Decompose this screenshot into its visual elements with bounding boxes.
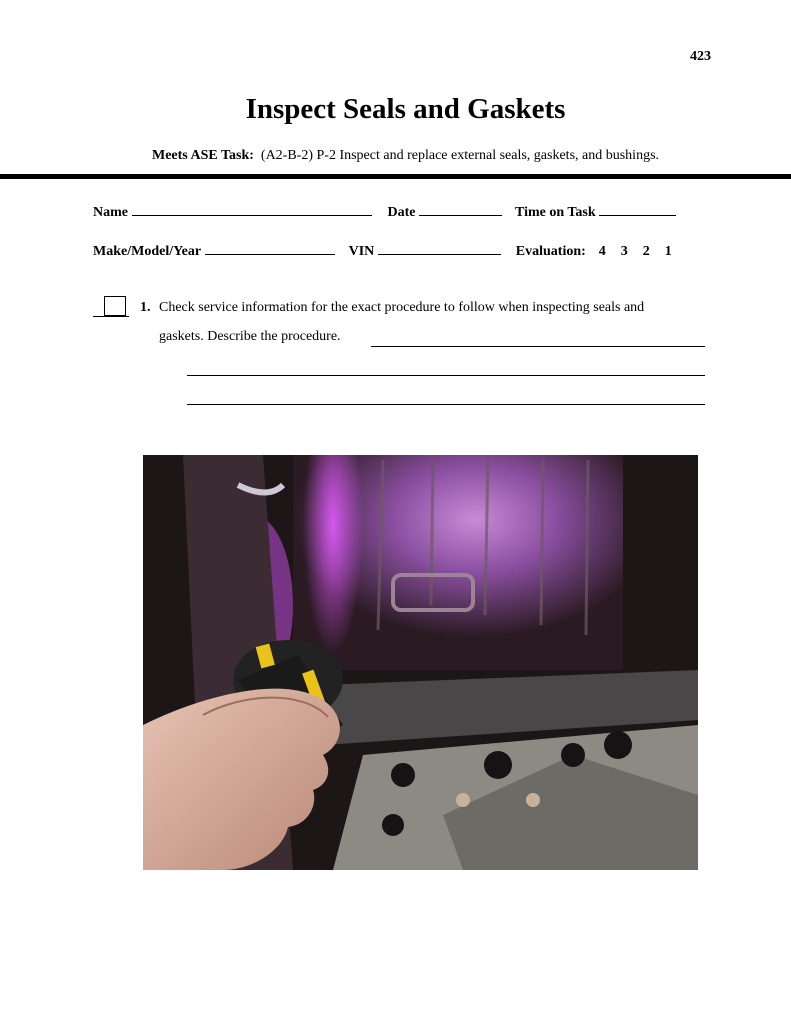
step-checkbox[interactable] bbox=[104, 296, 126, 316]
uv-leak-detection-photo bbox=[143, 455, 698, 870]
evaluation-score[interactable]: 4 bbox=[598, 244, 606, 259]
date-field[interactable] bbox=[419, 203, 502, 216]
answer-line[interactable] bbox=[187, 404, 705, 405]
vin-field[interactable] bbox=[378, 242, 501, 255]
header-divider bbox=[0, 174, 791, 179]
evaluation-label: Evaluation: bbox=[515, 244, 586, 259]
checkbox-underline bbox=[93, 316, 129, 317]
time-on-task-field[interactable] bbox=[599, 203, 676, 216]
step-instruction-line-1: Check service information for the exact procedure to follow when inspecting seals and bbox=[159, 300, 645, 315]
page-number: 423 bbox=[690, 49, 711, 64]
ase-task-label: Meets ASE Task: bbox=[151, 148, 254, 163]
answer-line[interactable] bbox=[371, 346, 705, 347]
date-label: Date bbox=[387, 205, 416, 220]
make-model-year-field[interactable] bbox=[205, 242, 335, 255]
answer-line[interactable] bbox=[187, 375, 705, 376]
step-instruction-line-2: gaskets. Describe the procedure. bbox=[159, 329, 341, 344]
step-number: 1. bbox=[140, 300, 151, 315]
vin-label: VIN bbox=[348, 244, 375, 259]
evaluation-score[interactable]: 1 bbox=[664, 244, 672, 259]
page-title: Inspect Seals and Gaskets bbox=[245, 93, 566, 125]
make-model-year-label: Make/Model/Year bbox=[93, 244, 202, 259]
ase-task-text: (A2-B-2) P-2 Inspect and replace external seals, gaskets, and bushings. bbox=[260, 148, 660, 163]
evaluation-score[interactable]: 2 bbox=[642, 244, 650, 259]
info-row-2 bbox=[93, 242, 672, 260]
name-label: Name bbox=[93, 205, 128, 220]
ase-task-line bbox=[0, 148, 791, 164]
time-on-task-label: Time on Task bbox=[515, 205, 596, 220]
info-row-1 bbox=[93, 203, 676, 221]
evaluation-score[interactable]: 3 bbox=[620, 244, 628, 259]
name-field[interactable] bbox=[132, 203, 372, 216]
